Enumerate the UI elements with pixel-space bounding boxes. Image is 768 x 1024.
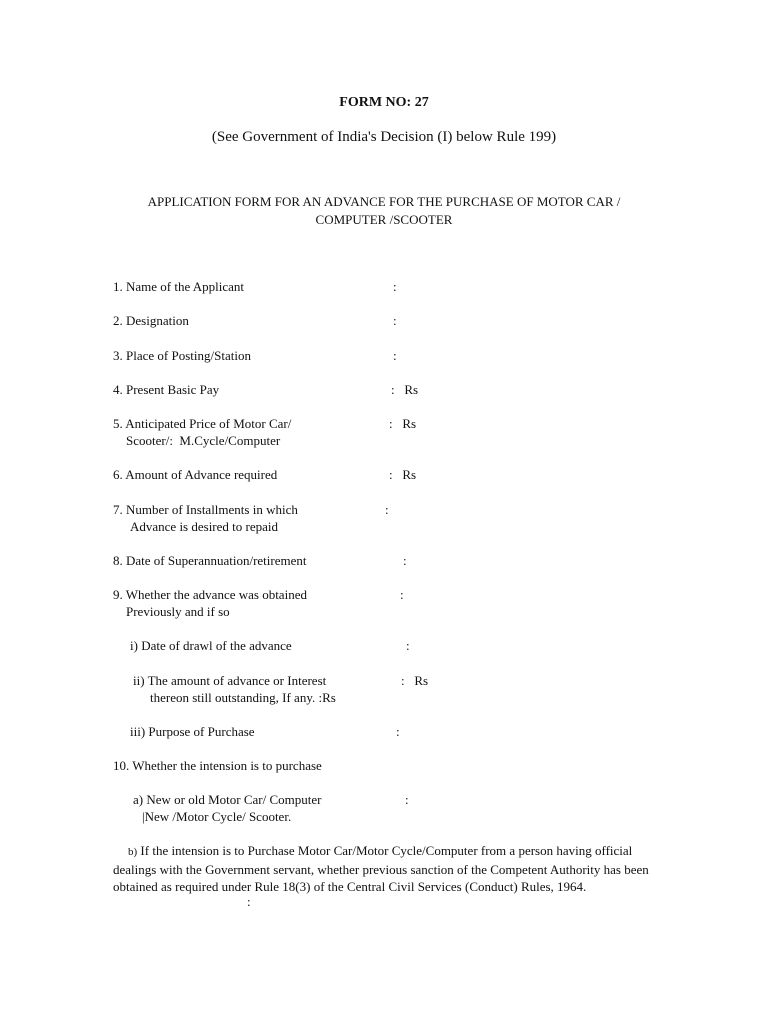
field-separator-superannuation: : — [403, 553, 407, 568]
field-label-advance-obtained-cont: Previously and if so — [126, 604, 230, 619]
form-reference: (See Government of India's Decision (I) below Rule 199) — [211, 129, 557, 145]
field-label-anticipated-price: 5. Anticipated Price of Motor Car/ — [113, 416, 292, 431]
form-number: FORM NO: 27 — [339, 95, 429, 110]
field-separator-basic-pay: : Rs — [391, 382, 419, 397]
field-separator-date-of-drawl: : — [406, 638, 410, 653]
field-label-designation: 2. Designation — [113, 313, 189, 328]
field-separator-advance-amount: : Rs — [389, 467, 417, 482]
form-title-line1: APPLICATION FORM FOR AN ADVANCE FOR THE PURCHASE OF MOTOR CAR / — [147, 194, 621, 209]
field-text-prior-sanction: If the intension is to Purchase Motor Car/Motor Cycle/Computer from a person having official dealings with the Government servant, whether previous sanction of the Competent Authority has been obtained as required under Rule 18(3) of the Central Civil Services (Conduct) Rules, 1964. — [113, 843, 649, 894]
field-separator-place-of-posting: : — [393, 348, 397, 363]
item-marker-b: b) — [128, 846, 138, 858]
field-separator-anticipated-price: : Rs — [389, 416, 417, 431]
field-separator-outstanding-amount: : Rs — [401, 673, 429, 688]
field-label-outstanding-amount: ii) The amount of advance or Interest — [133, 673, 327, 688]
field-label-advance-amount: 6. Amount of Advance required — [113, 467, 278, 482]
field-label-outstanding-amount-cont: thereon still outstanding, If any. :Rs — [150, 690, 336, 705]
field-label-installments: 7. Number of Installments in which — [113, 502, 298, 517]
field-label-basic-pay: 4. Present Basic Pay — [113, 382, 220, 397]
field-label-installments-cont: Advance is desired to repaid — [130, 519, 279, 534]
field-separator-advance-obtained: : — [400, 587, 404, 602]
field-label-advance-obtained: 9. Whether the advance was obtained — [113, 587, 307, 602]
form-title-line2: COMPUTER /SCOOTER — [315, 212, 453, 227]
field-separator-prior-sanction: : — [247, 894, 251, 909]
field-label-place-of-posting: 3. Place of Posting/Station — [113, 348, 251, 363]
field-label-new-or-old-cont: |New /Motor Cycle/ Scooter. — [142, 809, 292, 824]
field-label-applicant-name: 1. Name of the Applicant — [113, 279, 245, 294]
field-label-new-or-old: a) New or old Motor Car/ Computer — [133, 792, 322, 807]
field-separator-new-or-old: : — [405, 792, 409, 807]
field-paragraph-prior-sanction — [113, 842, 673, 895]
field-separator-installments: : — [385, 502, 389, 517]
field-label-intension: 10. Whether the intension is to purchase — [113, 758, 322, 773]
field-label-date-of-drawl: i) Date of drawl of the advance — [130, 638, 292, 653]
field-label-anticipated-price-cont: Scooter/: M.Cycle/Computer — [126, 433, 281, 448]
field-separator-designation: : — [393, 313, 397, 328]
field-separator-purpose: : — [396, 724, 400, 739]
field-separator-applicant-name: : — [393, 279, 397, 294]
field-label-superannuation: 8. Date of Superannuation/retirement — [113, 553, 307, 568]
field-label-purpose: iii) Purpose of Purchase — [130, 724, 255, 739]
